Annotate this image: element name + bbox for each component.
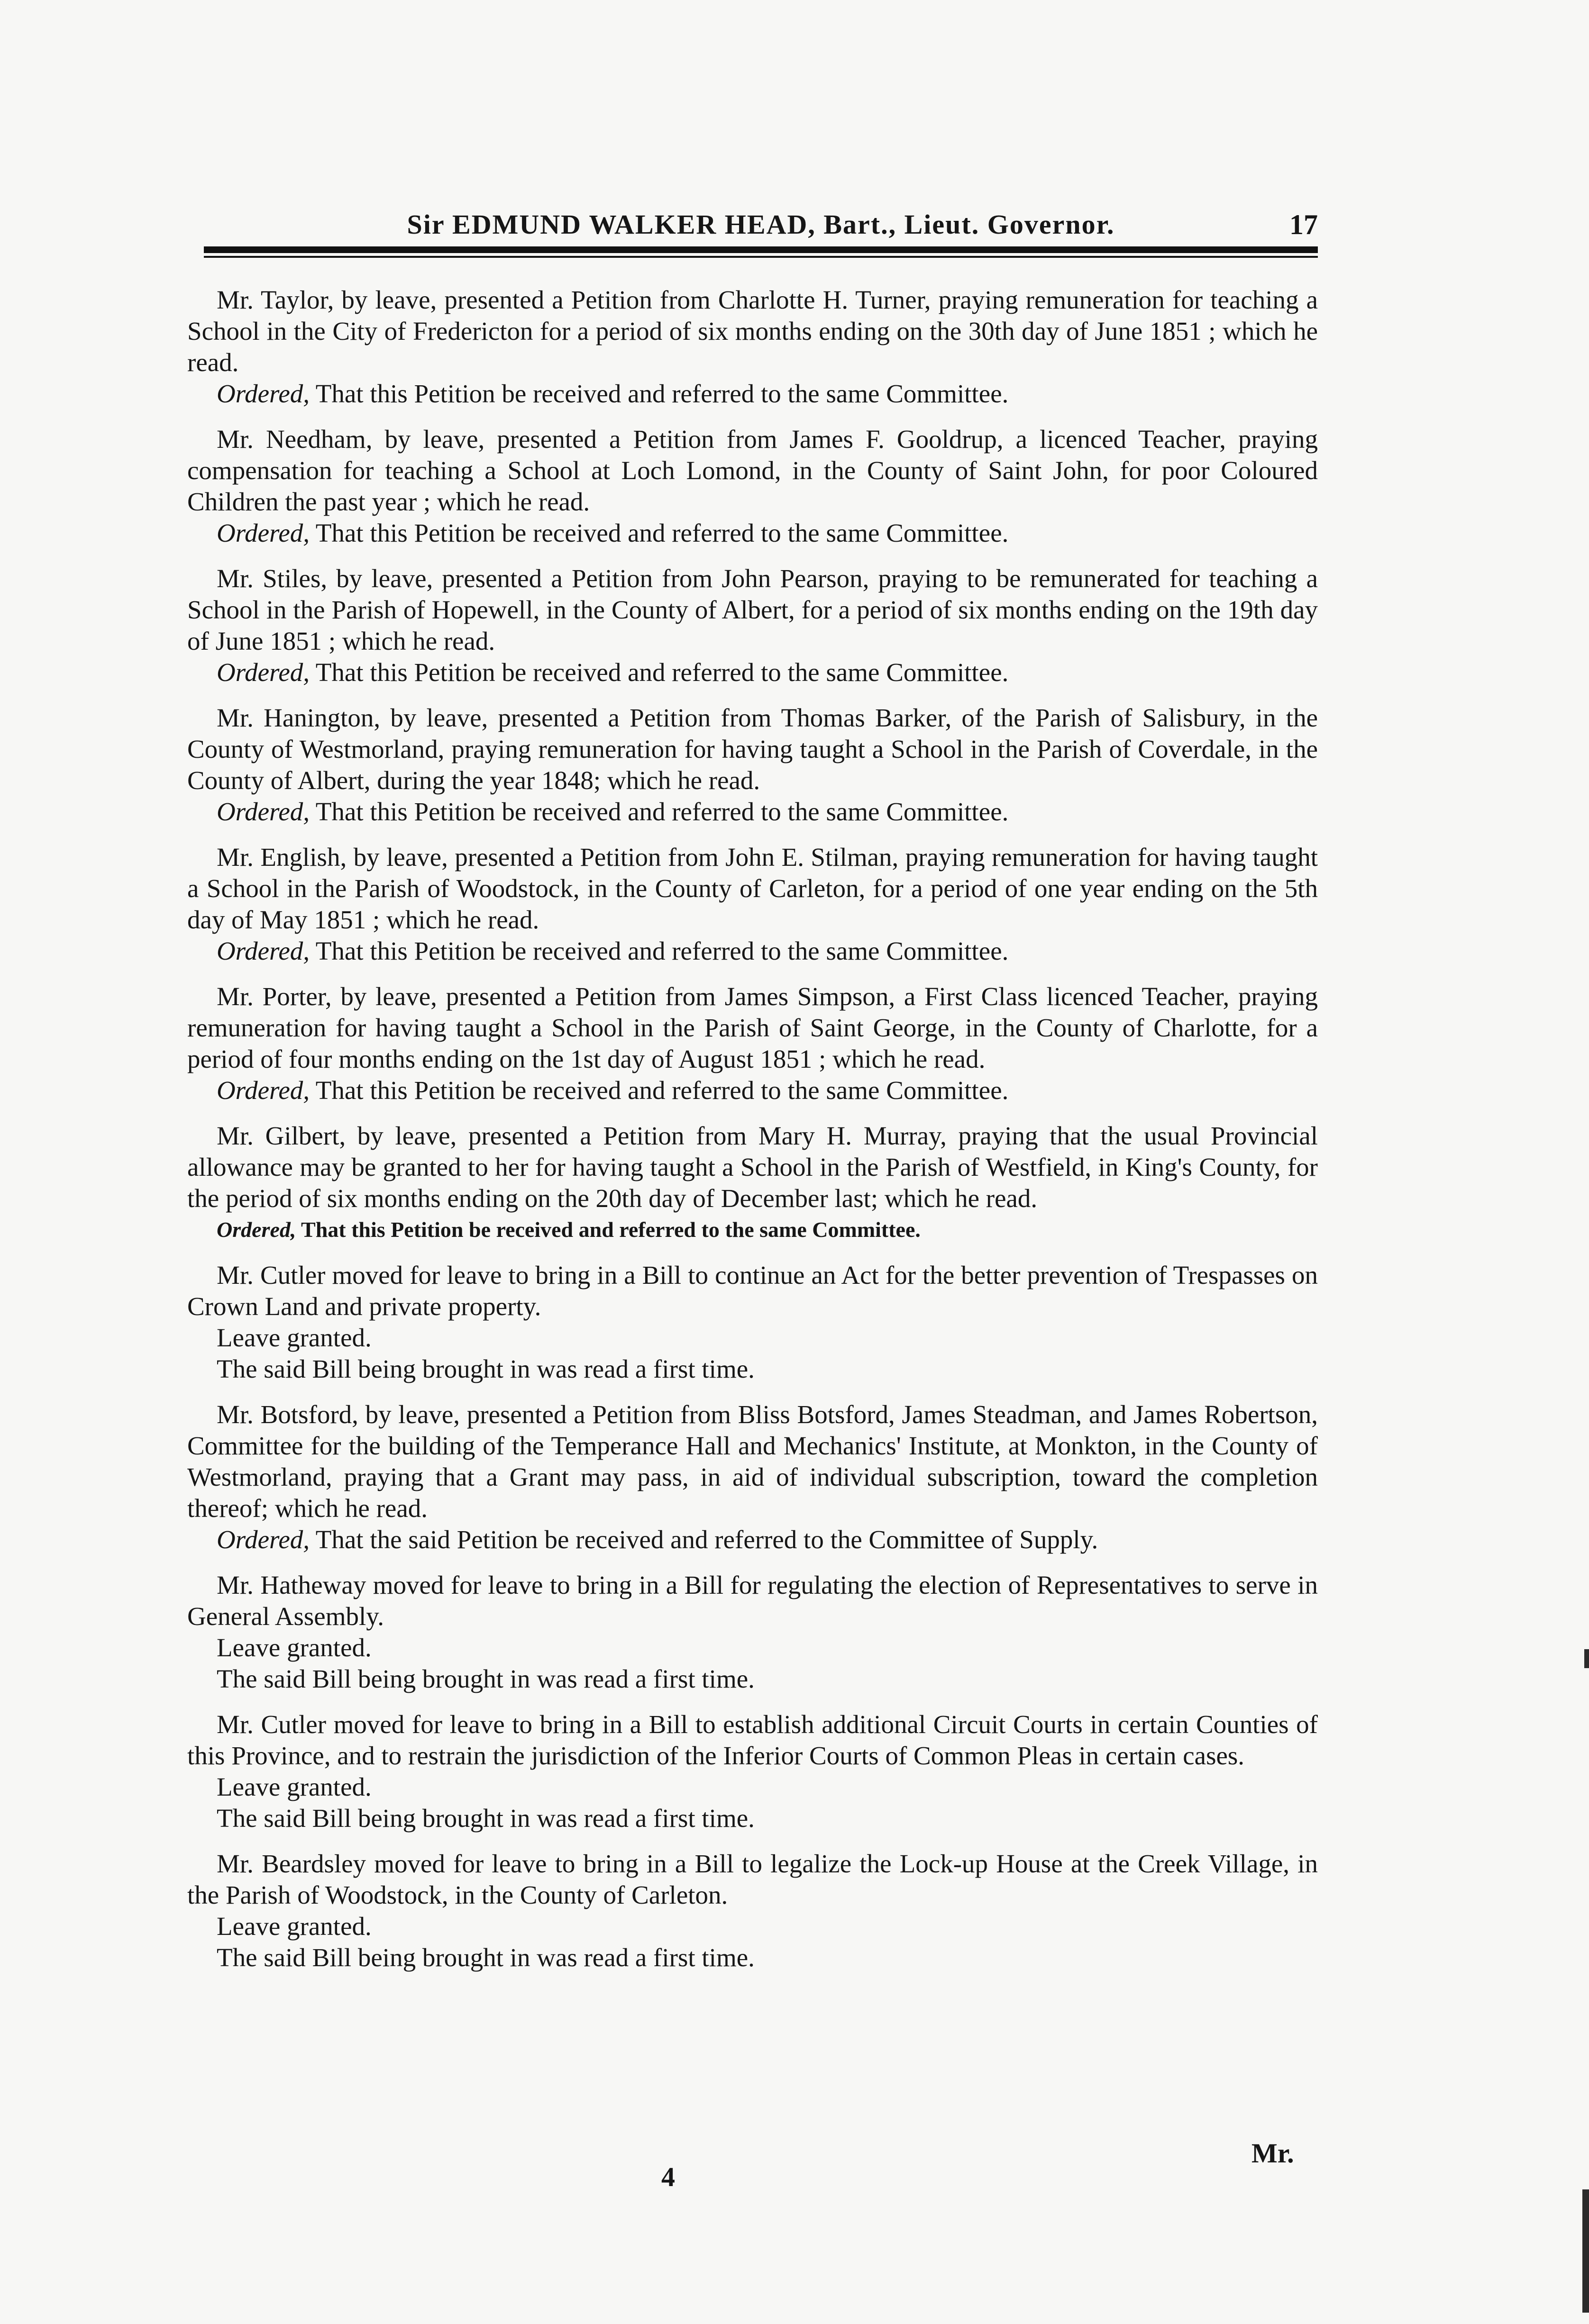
order-text: That this Petition be received and referred to the same Committee.: [296, 1217, 921, 1242]
order-line: [187, 935, 1318, 967]
entry-text: Mr. Cutler moved for leave to bring in a Bill to establish additional Circuit Courts in certain Counties of this Province, and to restrain the jurisdiction of the Inferior Courts of Common Pleas in certain cases.: [187, 1710, 1318, 1770]
entry-text: Mr. Hanington, by leave, presented a Petition from Thomas Barker, of the Parish of Salisbury, in the County of Westmorland, praying remuneration for having taught a School in the Parish of Coverdale, in the County of Albert, during the year 1848; which he read.: [187, 703, 1318, 795]
entry-text: Mr. Botsford, by leave, presented a Petition from Bliss Botsford, James Steadman, and James Robertson, Committee for the building of the Temperance Hall and Mechanics' Institute, at Monkton, in the County of Westmorland, praying that a Grant may pass, in aid of individual subscription, toward the completion thereof; which he read.: [187, 1400, 1318, 1523]
entry-text: Mr. Hatheway moved for leave to bring in a Bill for regulating the election of Representatives to serve in General Assembly.: [187, 1571, 1318, 1631]
order-line: [187, 657, 1318, 688]
entry-taylor: [187, 284, 1318, 409]
leave-granted-line: Leave granted.: [217, 1912, 372, 1941]
first-reading-line: The said Bill being brought in was read a first time.: [217, 1943, 755, 1972]
order-text: That this Petition be received and referred to the same Committee.: [310, 379, 1009, 408]
entry-text: Mr. Beardsley moved for leave to bring in a Bill to legalize the Lock-up House at the Creek Village, in the Parish of Woodstock, in the County of Carleton.: [187, 1849, 1318, 1909]
running-title: Sir EDMUND WALKER HEAD, Bart., Lieut. Governor.: [407, 209, 1115, 240]
order-text: That this Petition be received and referred to the same Committee.: [310, 936, 1009, 965]
ordered-word: Ordered,: [217, 936, 310, 965]
ordered-word: Ordered,: [217, 1525, 310, 1554]
entry-needham: [187, 424, 1318, 549]
entry-beardsley-bill: [187, 1848, 1318, 1973]
order-line: [187, 1524, 1318, 1555]
order-text: That this Petition be received and referred to the same Committee.: [310, 518, 1009, 547]
journal-body: [187, 284, 1318, 1988]
entry-stiles: [187, 563, 1318, 688]
entry-gilbert: [187, 1120, 1318, 1245]
entry-hatheway-bill: [187, 1570, 1318, 1695]
header-rule-thick: [204, 246, 1318, 253]
order-line: [187, 1214, 1318, 1245]
entry-text: Mr. Cutler moved for leave to bring in a Bill to continue an Act for the better prevention of Trespasses on Crown Land and private property.: [187, 1261, 1318, 1321]
entry-text: Mr. Stiles, by leave, presented a Petition from John Pearson, praying to be remunerated for teaching a School in the Parish of Hopewell, in the County of Albert, for a period of six months ending on the 19th day of June 1851 ; which he read.: [187, 564, 1318, 655]
leave-granted-line: Leave granted.: [217, 1633, 372, 1662]
leave-granted-line: Leave granted.: [217, 1323, 372, 1352]
ordered-word: Ordered,: [217, 379, 310, 408]
first-reading-line: The said Bill being brought in was read a first time.: [217, 1354, 755, 1383]
order-text: That this Petition be received and referred to the same Committee.: [310, 1076, 1009, 1105]
ordered-word: Ordered,: [217, 518, 310, 547]
scan-edge-mark: [1584, 1649, 1589, 1668]
first-reading-line: The said Bill being brought in was read a first time.: [217, 1804, 755, 1833]
entry-text: Mr. Needham, by leave, presented a Petition from James F. Gooldrup, a licenced Teacher, praying compensation for teaching a School at Loch Lomond, in the County of Saint John, for poor Coloured Children the past year ; which he read.: [187, 425, 1318, 516]
ordered-word: Ordered,: [217, 1076, 310, 1105]
order-text: That the said Petition be received and referred to the Committee of Supply.: [310, 1525, 1098, 1554]
entry-text: Mr. Gilbert, by leave, presented a Petition from Mary H. Murray, praying that the usual Provincial allowance may be granted to her for having taught a School in the Parish of Westfield, in King's County, for the period of six months ending on the 20th day of December last; which he read.: [187, 1121, 1318, 1213]
leave-granted-line: Leave granted.: [217, 1772, 372, 1801]
page-number: 17: [1289, 209, 1318, 240]
order-line: [187, 796, 1318, 827]
signature-mark: 4: [661, 2161, 675, 2192]
order-line: [187, 517, 1318, 549]
entry-english: [187, 842, 1318, 967]
header-rule-thin: [204, 256, 1318, 258]
first-reading-line: The said Bill being brought in was read a first time.: [217, 1664, 755, 1693]
entry-cutler-courts-bill: [187, 1709, 1318, 1834]
page-header: [204, 209, 1318, 246]
entry-hanington: [187, 702, 1318, 827]
catchword: Mr.: [1251, 2138, 1294, 2169]
entry-text: Mr. Taylor, by leave, presented a Petition from Charlotte H. Turner, praying remuneration for teaching a School in the City of Fredericton for a period of six months ending on the 30th day of June 1851 ; which he read.: [187, 285, 1318, 377]
entry-porter: [187, 981, 1318, 1106]
ordered-word: Ordered,: [217, 1217, 296, 1242]
order-text: That this Petition be received and referred to the same Committee.: [310, 658, 1009, 687]
entry-cutler-trespass-bill: [187, 1260, 1318, 1385]
order-line: [187, 378, 1318, 409]
order-text: That this Petition be received and referred to the same Committee.: [310, 797, 1009, 826]
entry-text: Mr. English, by leave, presented a Petition from John E. Stilman, praying remuneration for having taught a School in the Parish of Woodstock, in the County of Carleton, for a period of one year ending on the 5th day of May 1851 ; which he read.: [187, 843, 1318, 934]
ordered-word: Ordered,: [217, 658, 310, 687]
order-line: [187, 1075, 1318, 1106]
entry-text: Mr. Porter, by leave, presented a Petition from James Simpson, a First Class licenced Teacher, praying remuneration for having taught a School in the Parish of Saint George, in the County of Charlotte, for a period of four months ending on the 1st day of August 1851 ; which he read.: [187, 982, 1318, 1073]
entry-botsford: [187, 1399, 1318, 1555]
scan-edge-mark: [1582, 2189, 1589, 2313]
ordered-word: Ordered,: [217, 797, 310, 826]
